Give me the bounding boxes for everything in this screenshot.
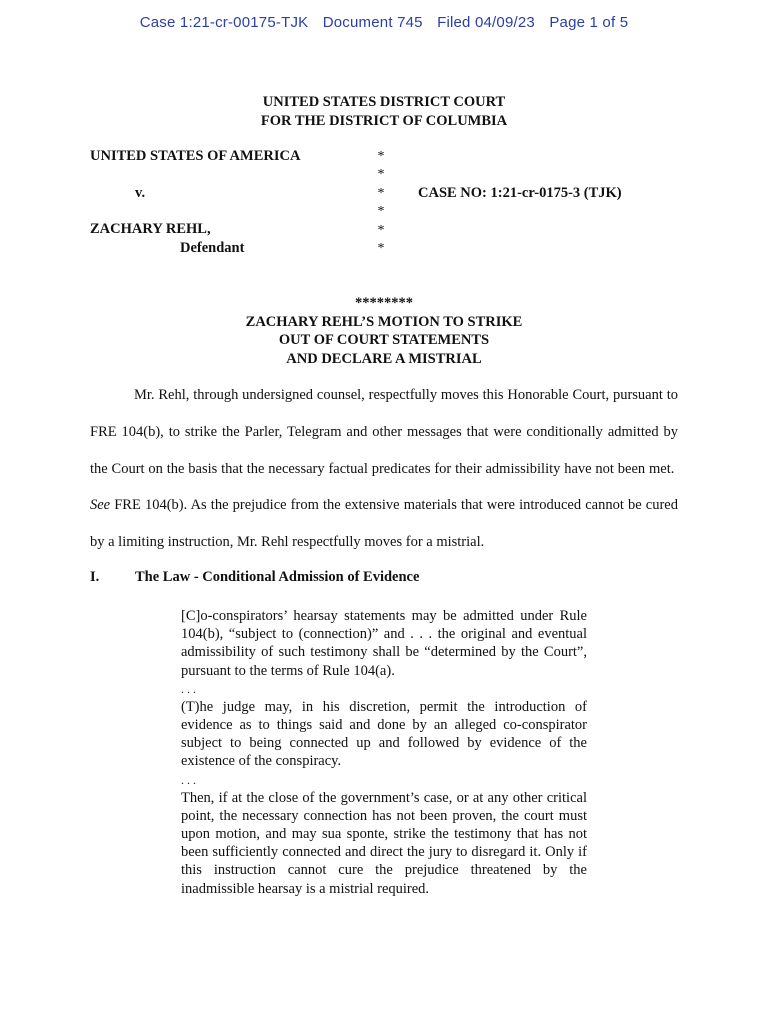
caption-defendant-role: Defendant <box>180 240 245 256</box>
caption-versus: v. <box>135 185 146 201</box>
document-number-stamp: Document 745 <box>322 14 423 31</box>
caption-star: * <box>377 222 385 238</box>
quote-paragraph: (T)he judge may, in his discretion, permit the introduction of evidence as to things said and done by an alleged co-conspirator subject to being connected up and followed by evidence of the existence of the conspiracy. <box>181 698 587 770</box>
quote-paragraph: [C]o-conspirators’ hearsay statements may be admitted under Rule 104(b), “subject to (connection)” and . . . the original and eventual admissibility of such testimony shall be “determined by the Court”, pursuant to the terms of Rule 104(a). <box>181 608 587 679</box>
body-text: Mr. Rehl, through undersigned counsel, respectfully moves this Honorable Court, pursuant to FRE 104(b), to strike the Parler, Telegram and other messages that were conditionally admitted by the Court on the basis that the necessary factual predicates for their admissibility have not been met. <box>90 387 678 477</box>
title-line: OUT OF COURT STATEMENTS <box>278 332 490 348</box>
section-number: I. <box>90 569 100 585</box>
filing-header-stamp <box>0 14 768 31</box>
block-quote <box>181 607 587 898</box>
title-line: ZACHARY REHL’S MOTION TO STRIKE <box>245 313 523 330</box>
section-title: The Law - Conditional Admission of Evidence <box>135 569 420 585</box>
title-line: AND DECLARE A MISTRIAL <box>286 350 482 367</box>
quote-ellipsis: . . . <box>181 772 196 787</box>
section-heading <box>90 569 419 586</box>
case-number-stamp: Case 1:21-cr-00175-TJK <box>139 14 309 31</box>
caption-star: * <box>377 167 385 183</box>
caption-star-column <box>376 148 386 258</box>
caption-star: * <box>377 185 385 201</box>
court-heading <box>0 93 768 131</box>
caption-plaintiff: UNITED STATES OF AMERICA <box>90 148 301 164</box>
caption-star: * <box>377 241 385 257</box>
caption-star: * <box>377 204 385 220</box>
caption-case-number: CASE NO: 1:21-cr-0175-3 (TJK) <box>418 185 622 201</box>
quote-paragraph: Then, if at the close of the government’s case, or at any other critical point, the necessary connection has not been proven, the court must upon motion, and may sua sponte, strike the testimony that has not been sufficiently connected and direct the jury to disregard it. Only if this instruction cannot cure the prejudice threatened by the inadmissible hearsay is a mistrial required. <box>181 789 587 897</box>
quote-ellipsis: . . . <box>181 681 196 696</box>
page-count-stamp: Page 1 of 5 <box>549 14 629 31</box>
caption-defendant-name: ZACHARY REHL, <box>90 221 211 237</box>
caption-star: * <box>377 149 385 164</box>
court-name: UNITED STATES DISTRICT COURT <box>262 94 506 110</box>
title-separator: ******** <box>355 295 413 311</box>
see-signal: See <box>90 497 111 514</box>
body-text-end: FRE 104(b). As the prejudice from the extensive materials that were introduced cannot be cured by a limiting instruction, Mr. Rehl respectfully moves for a mistrial. <box>90 497 678 551</box>
body-paragraph <box>90 377 678 561</box>
motion-title <box>0 294 768 368</box>
court-district: FOR THE DISTRICT OF COLUMBIA <box>260 113 508 129</box>
filed-date-stamp: Filed 04/09/23 <box>437 14 535 31</box>
